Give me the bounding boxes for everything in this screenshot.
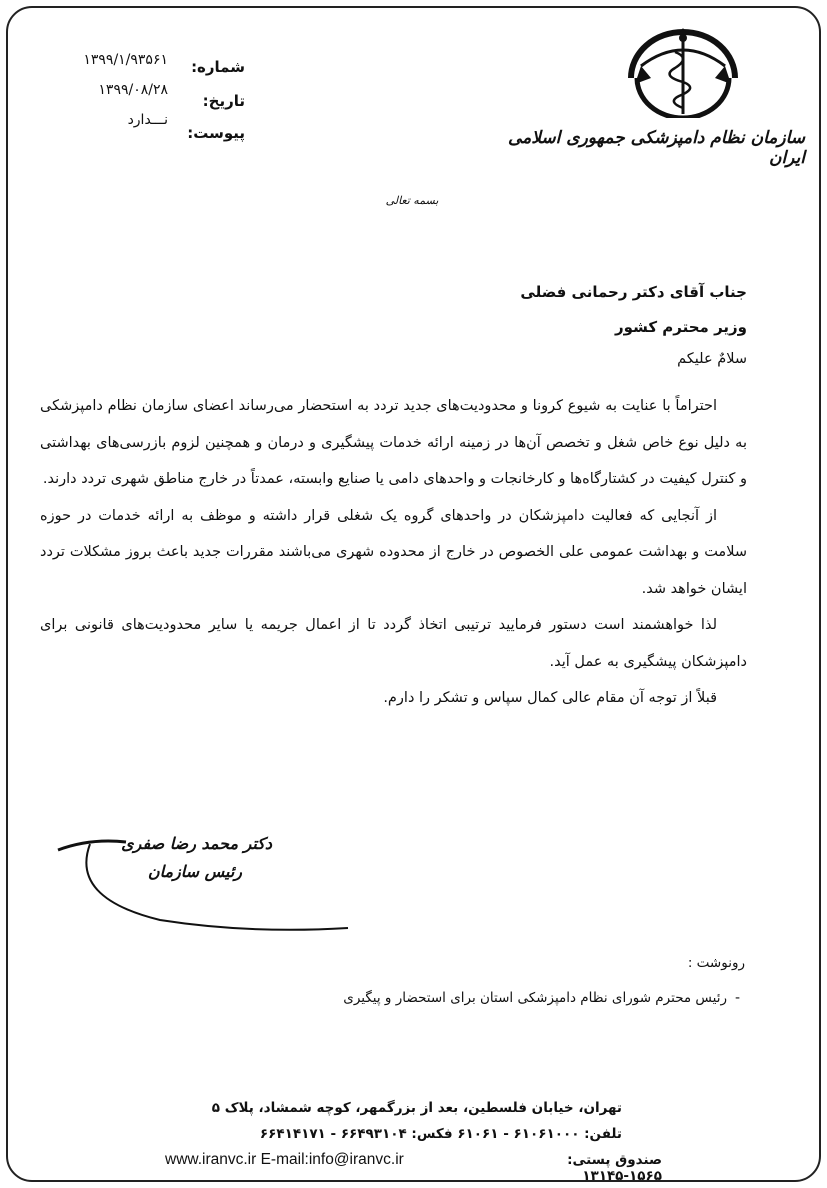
number-value: ۱۳۹۹/۱/۹۳۵۶۱ — [83, 52, 168, 68]
organization-name: سازمان نظام دامپزشکی جمهوری اسلامی ایران — [507, 128, 805, 168]
bismillah: بسمه تعالی — [385, 194, 439, 207]
recipient-name: جناب آقای دکتر رحمانی فضلی — [520, 283, 747, 301]
paragraph-3: لذا خواهشمند است دستور فرمایید ترتیبی اتخاذ گردد تا از اعمال جریمه یا سایر محدودیت‌های قانونی برای دامپزشکان پیشگیری به عمل آید. — [40, 617, 747, 670]
cc-bullet: - — [735, 990, 741, 1006]
footer-phone: تلفن: ۶۱۰۶۱۰۰۰ - ۶۱۰۶۱ فکس: ۶۶۴۹۳۱۰۴ - ۶۶۴۱۴۱۷۱ — [259, 1126, 622, 1142]
recipient-title: وزیر محترم کشور — [615, 318, 747, 336]
greeting: سلامٌ علیکم — [677, 351, 747, 367]
footer-pobox: صندوق پستی: ۱۵۶۵-۱۳۱۴۵ — [567, 1152, 662, 1184]
number-label: شماره: — [191, 58, 245, 76]
date-value: ۱۳۹۹/۰۸/۲۸ — [98, 82, 168, 98]
letter-body — [40, 388, 747, 717]
cc-item: رئیس محترم شورای نظام دامپزشکی استان برای استحضار و پیگیری — [343, 990, 727, 1006]
signatory-name: دکتر محمد رضا صفری — [121, 834, 272, 853]
date-label: تاریخ: — [202, 92, 245, 110]
cc-label: رونوشت : — [687, 955, 745, 971]
paragraph-4: قبلاً از توجه آن مقام عالی کمال سپاس و تشکر را دارم. — [383, 690, 717, 706]
paragraph-1: احتراماً با عنایت به شیوع کرونا و محدودیت‌های جدید تردد به استحضار می‌رساند اعضای سازمان نظام دامپزشکی به دلیل نوع خاص شغل و تخصص آن‌ها در زمینه ارائه خدمات پیشگیری و درمان و همچنین لزوم بازرسی‌های بهداشتی و کنترل کیفیت در کشتارگاه‌ها و کارخانجات و واحدهای دامی یا صنایع وابسته، عمدتاً در خارج مناطق شهری تردد دارند. — [40, 398, 747, 487]
paragraph-2: از آنجایی که فعالیت دامپزشکان در واحدهای گروه یک شغلی قرار داشته و موظف به ارائه خدمات در حوزه سلامت و بهداشت عمومی علی الخصوص در خارج از محدوده شهری می‌باشند مقررات جدید باعث بروز مشکلات تردد ایشان خواهد شد. — [40, 507, 747, 597]
footer-address: تهران، خیابان فلسطین، بعد از بزرگمهر، کوچه شمشاد، پلاک ۵ — [211, 1100, 622, 1116]
signatory-title: رئیس سازمان — [147, 862, 242, 881]
attachment-value: نـــدارد — [127, 112, 168, 128]
organization-logo-icon — [627, 26, 739, 118]
attachment-label: پیوست: — [187, 124, 245, 142]
footer-web: www.iranvc.ir E-mail:info@iranvc.ir — [165, 1151, 404, 1168]
